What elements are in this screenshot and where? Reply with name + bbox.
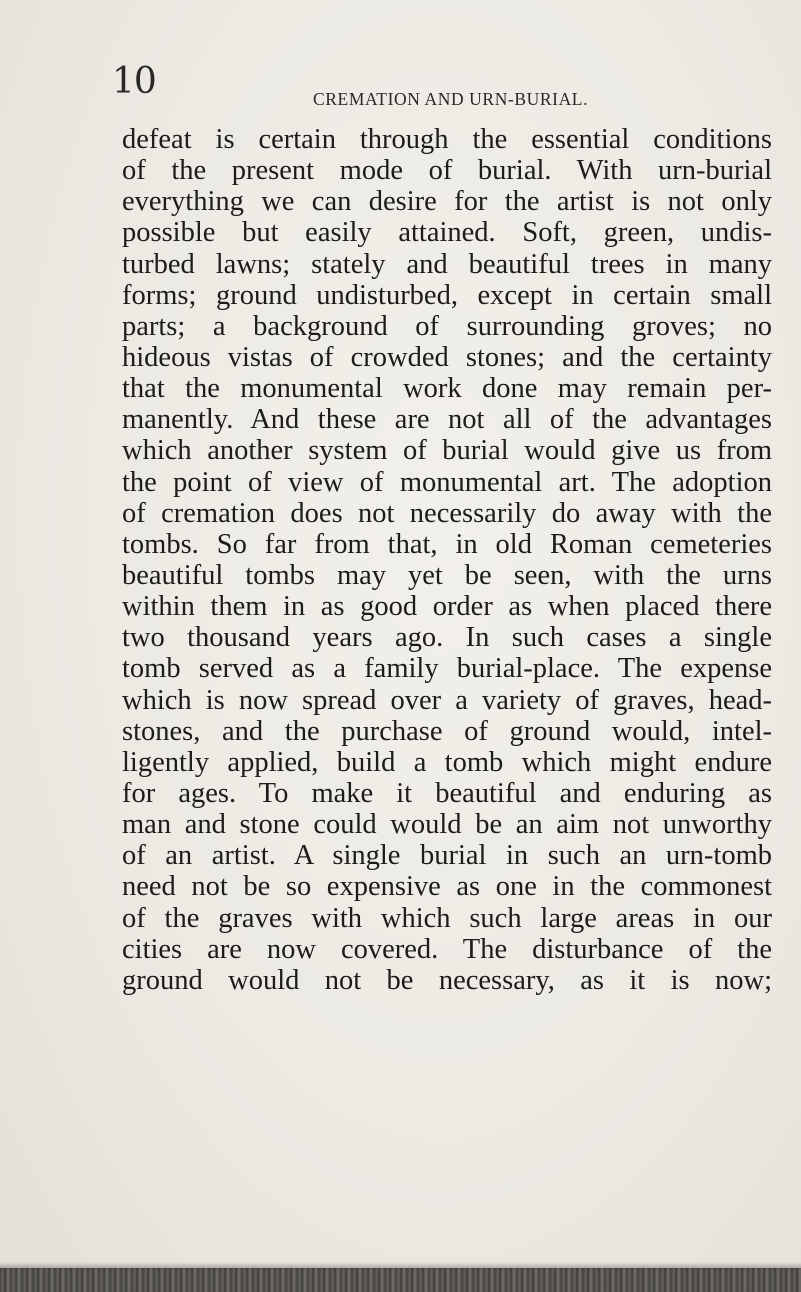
text-line: of the graves with which such large areas in our (122, 902, 772, 934)
text-line: everything we can desire for the artist is not only (122, 186, 772, 218)
text-line: beautiful tombs may yet be seen, with the urns (122, 559, 772, 591)
text-line: cities are now covered. The disturbance of the (122, 933, 772, 965)
text-line: which is now spread over a variety of graves, head- (122, 684, 772, 716)
text-line: need not be so expensive as one in the commonest (122, 871, 772, 903)
text-line: forms; ground undisturbed, except in certain small (122, 279, 772, 311)
text-line: of cremation does not necessarily do away with the (122, 497, 772, 529)
text-line: defeat is certain through the essential conditions (122, 124, 772, 155)
text-line: possible but easily attained. Soft, green, undis- (122, 217, 772, 249)
text-line: of an artist. A single burial in such an urn-tomb (122, 840, 772, 872)
text-line: the point of view of monumental art. The adoption (122, 466, 772, 498)
text-line: within them in as good order as when placed there (122, 591, 772, 623)
text-line: tomb served as a family burial-place. The expense (122, 653, 772, 685)
page-number: 10 (112, 61, 156, 102)
text-line: hideous vistas of crowded stones; and the certainty (122, 341, 772, 373)
body-text (122, 124, 772, 996)
text-line: tombs. So far from that, in old Roman cemeteries (122, 528, 772, 560)
text-line: manently. And these are not all of the advantages (122, 404, 772, 436)
text-line: stones, and the purchase of ground would, intel- (122, 715, 772, 747)
text-line: parts; a background of surrounding groves; no (122, 310, 772, 342)
text-line: two thousand years ago. In such cases a single (122, 622, 772, 654)
text-line: for ages. To make it beautiful and enduring as (122, 777, 772, 809)
text-line: turbed lawns; stately and beautiful trees in many (122, 248, 772, 280)
text-line: that the monumental work done may remain per- (122, 373, 772, 405)
running-head: CREMATION AND URN-BURIAL. (313, 89, 589, 109)
text-line: which another system of burial would give us from (122, 435, 772, 467)
text-line: ground would not be necessary, as it is now; (122, 964, 772, 996)
page-bottom-edge (0, 1268, 801, 1292)
text-line: man and stone could would be an aim not unworthy (122, 809, 772, 841)
text-line: of the present mode of burial. With urn-burial (122, 155, 772, 187)
text-line: ligently applied, build a tomb which might endure (122, 746, 772, 778)
